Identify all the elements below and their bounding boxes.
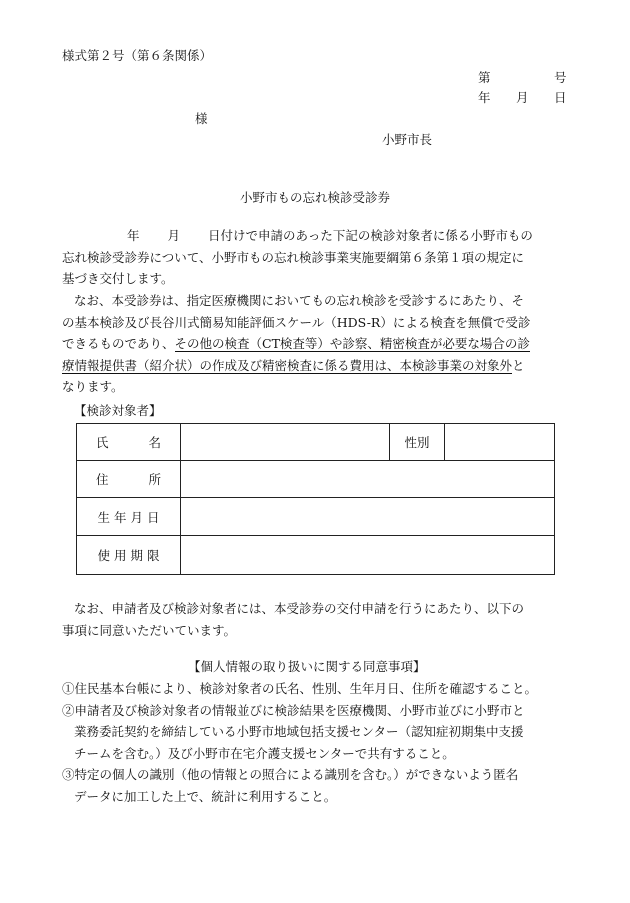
consent-item-1: ①住民基本台帳により、検診対象者の氏名、性別、生年月日、住所を確認すること。 xyxy=(62,681,538,696)
table-heading: 【検診対象者】 xyxy=(74,403,162,418)
consent-intro-line1: なお、申請者及び検診対象者には、本受診券の交付申請を行うにあたり、以下の xyxy=(74,601,525,616)
para2-line5: なります。 xyxy=(62,379,124,394)
para1-year: 年 xyxy=(127,228,140,243)
consent-item-3-line1: ③特定の個人の識別（他の情報との照合による識別を含む。）ができないよう匿名 xyxy=(62,767,519,782)
table-row xyxy=(77,536,555,575)
gender-label: 性別 xyxy=(390,424,445,461)
consent-intro xyxy=(62,598,524,641)
consent-item-3-line2: データに加工した上で、統計に利用すること。 xyxy=(74,788,337,804)
consent-intro-line2: 事項に同意いただいています。 xyxy=(62,622,237,638)
para1-month: 月 xyxy=(167,228,181,243)
document-number-prefix: 第 xyxy=(478,70,491,85)
body-paragraph-2 xyxy=(62,290,530,398)
issuer: 小野市長 xyxy=(382,132,433,147)
period-label: 使 用 期 限 xyxy=(77,536,181,575)
consent-item-2-line2: 業務委託契約を締結している小野市地域包括支援センター（認知症初期集中支援 xyxy=(74,724,524,739)
para2-line4-underlined: 療情報提供書（紹介状）の作成及び精密検査に係る費用は、本検診事業の対象外 xyxy=(62,357,513,373)
para2-line4-plain: と xyxy=(512,357,525,373)
body-paragraph-1 xyxy=(62,225,533,290)
para1-line2: 忘れ検診受診券について、小野市もの忘れ検診事業実施要綱第６条第１項の規定に xyxy=(62,249,525,265)
subject-table xyxy=(76,423,555,575)
form-label: 様式第２号（第６条関係） xyxy=(62,48,213,63)
gender-field[interactable] xyxy=(445,424,555,461)
para2-line2: の基本検診及び長谷川式簡易知能評価スケール（HDS-R）による検査を無償で受診 xyxy=(62,314,531,330)
name-field[interactable] xyxy=(181,424,390,461)
table-row xyxy=(77,498,555,536)
address-label-cell xyxy=(77,461,181,498)
consent-items xyxy=(62,678,537,807)
para2-line1: なお、本受診券は、指定医療機関においてもの忘れ検診を受診するにあたり、そ xyxy=(74,293,525,308)
period-field[interactable] xyxy=(181,536,555,575)
address-field[interactable] xyxy=(181,461,555,498)
address-label-2: 所 xyxy=(148,472,162,487)
para1-line1-rest: 日付けで申請のあった下記の検診対象者に係る小野市もの xyxy=(208,228,533,243)
table-row xyxy=(77,424,555,461)
para2-line3-plain: できるものであり、 xyxy=(62,336,175,351)
date-day: 日 xyxy=(554,90,567,105)
date-year: 年 xyxy=(478,90,491,105)
table-row xyxy=(77,461,555,498)
birthdate-label: 生 年 月 日 xyxy=(77,498,181,536)
para1-line3: 基づき交付します。 xyxy=(62,271,174,286)
name-label-cell xyxy=(77,424,181,461)
consent-item-2-line1: ②申請者及び検診対象者の情報並びに検診結果を医療機関、小野市並びに小野市と xyxy=(62,702,525,718)
consent-heading: 【個人情報の取り扱いに関する同意事項】 xyxy=(188,659,426,674)
date-month: 月 xyxy=(516,90,529,105)
birthdate-field[interactable] xyxy=(181,498,555,536)
document-title: 小野市もの忘れ検診受診券 xyxy=(239,190,390,205)
document-number-suffix: 号 xyxy=(554,70,567,85)
consent-item-2-line3: チームを含む。）及び小野市在宅介護支援センターで共有すること。 xyxy=(74,745,455,761)
name-label-2: 名 xyxy=(148,435,162,450)
address-label-1: 住 xyxy=(95,472,109,487)
recipient-suffix: 様 xyxy=(195,111,208,126)
name-label-1: 氏 xyxy=(95,435,109,450)
para2-line3-underlined: その他の検査（CT検査等）や診察、精密検査が必要な場合の診 xyxy=(174,336,530,351)
